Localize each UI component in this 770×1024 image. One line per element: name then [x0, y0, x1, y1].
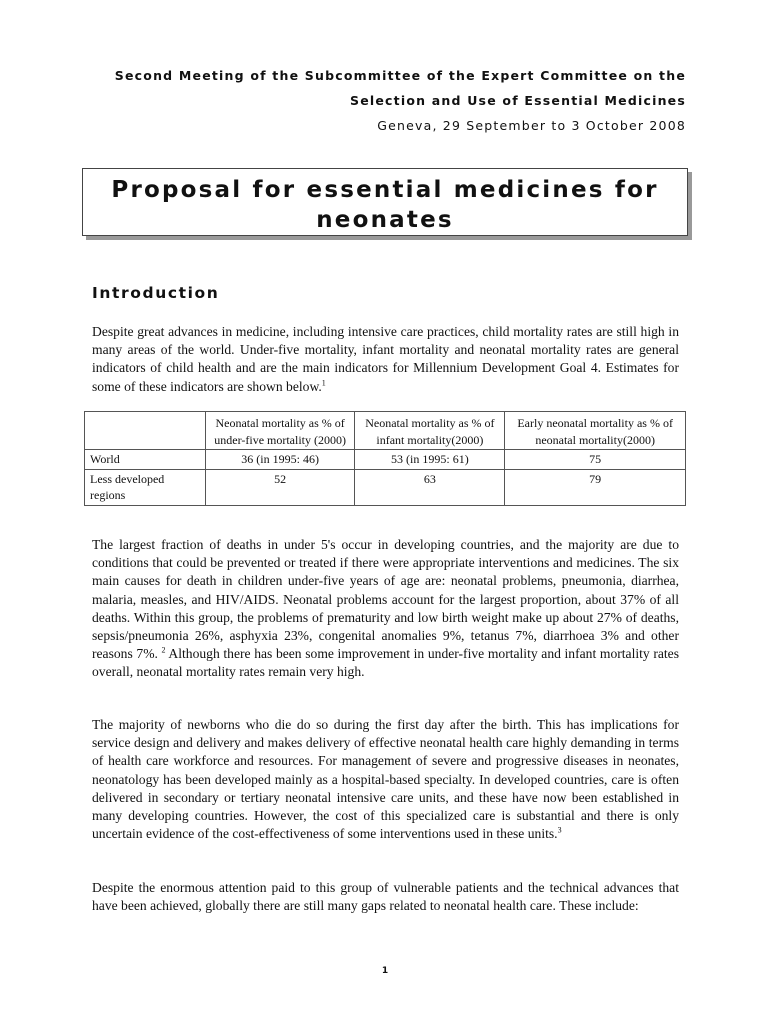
table-cell: 53 (in 1995: 61) — [355, 450, 505, 470]
table-cell: 75 — [505, 450, 686, 470]
footnote-ref-2[interactable]: 2 — [161, 645, 166, 655]
table-cell: 36 (in 1995: 46) — [205, 450, 355, 470]
page-number: 1 — [381, 966, 389, 976]
footnote-ref-3[interactable]: 3 — [557, 825, 562, 835]
table-header-cell: Early neonatal mortality as % of neonatal mortality(2000) — [505, 412, 686, 450]
paragraph-2-text-a: The largest fraction of deaths in under 5's occur in developing countries, and the majority are due to conditions that could be prevented or treated if there were appropriate interventions and medicines. The six main causes for death in children under-five years of age are: neonatal problems, pneumonia, diarrhea, malaria, measles, and HIV/AIDS. Neonatal problems account for the largest proportion, about 37% of all deaths. Within this group, the problems of prematurity and low birth weight make up about 27% of deaths, sepsis/pneumonia 26%, asphyxia 23%, congenital anomalies 9%, tetanus 7%, diarrhoea 3% and other reasons 7%. — [92, 537, 679, 662]
meeting-date: Geneva, 29 September to 3 October 2008 — [377, 118, 686, 133]
footnote-ref-1[interactable]: 1 — [321, 378, 326, 388]
table-cell-region: World — [85, 450, 206, 470]
table-cell: 52 — [205, 469, 355, 505]
document-title-box — [82, 168, 688, 236]
table-header-row — [85, 412, 686, 450]
document-title-line1: Proposal for essential medicines for — [111, 177, 659, 203]
section-heading-introduction: Introduction — [92, 284, 220, 302]
table-cell: 79 — [505, 469, 686, 505]
table-row — [85, 469, 686, 505]
table-header-cell: Neonatal mortality as % of infant mortality(2000) — [355, 412, 505, 450]
paragraph-4: Despite the enormous attention paid to this group of vulnerable patients and the technical advances that have been achieved, globally there are still many gaps related to neonatal health care. These include: — [92, 880, 679, 914]
meeting-title-line1: Second Meeting of the Subcommittee of the Expert Committee on the — [114, 68, 686, 83]
mortality-table — [84, 411, 686, 506]
table-row — [85, 450, 686, 470]
paragraph-3 — [92, 716, 679, 843]
table-header-cell — [85, 412, 206, 450]
paragraph-1-text: Despite great advances in medicine, including intensive care practices, child mortality rates are still high in many areas of the world. Under-five mortality, infant mortality and neonatal mortality rates are general indicators of child health and are the main indicators for Millennium Development Goal 4. Estimates for some of these indicators are shown below. — [92, 324, 679, 394]
table-cell-region: Less developed regions — [85, 469, 206, 505]
paragraph-1 — [92, 323, 679, 396]
paragraph-2 — [92, 536, 679, 682]
paragraph-3-text: The majority of newborns who die do so during the first day after the birth. This has implications for service design and delivery and makes delivery of effective neonatal health care highly demanding in terms of health care workforce and resources. For management of severe and progressive diseases in neonates, neonatology has been developed mainly as a hospital-based specialty. In developed countries, care is often delivered in secondary or tertiary neonatal intensive care units, and these have now been established in many developing countries. However, the cost of this specialized care is substantial and there is only uncertain evidence of the cost-effectiveness of some interventions used in these units. — [92, 717, 679, 842]
meeting-title-line2: Selection and Use of Essential Medicines — [350, 93, 686, 108]
document-title-line2: neonates — [316, 207, 454, 233]
table-cell: 63 — [355, 469, 505, 505]
table-header-cell: Neonatal mortality as % of under-five mortality (2000) — [205, 412, 355, 450]
paragraph-2-text-b: Although there has been some improvement in under-five mortality and infant mortality rates overall, neonatal mortality rates remain very high. — [92, 646, 679, 680]
